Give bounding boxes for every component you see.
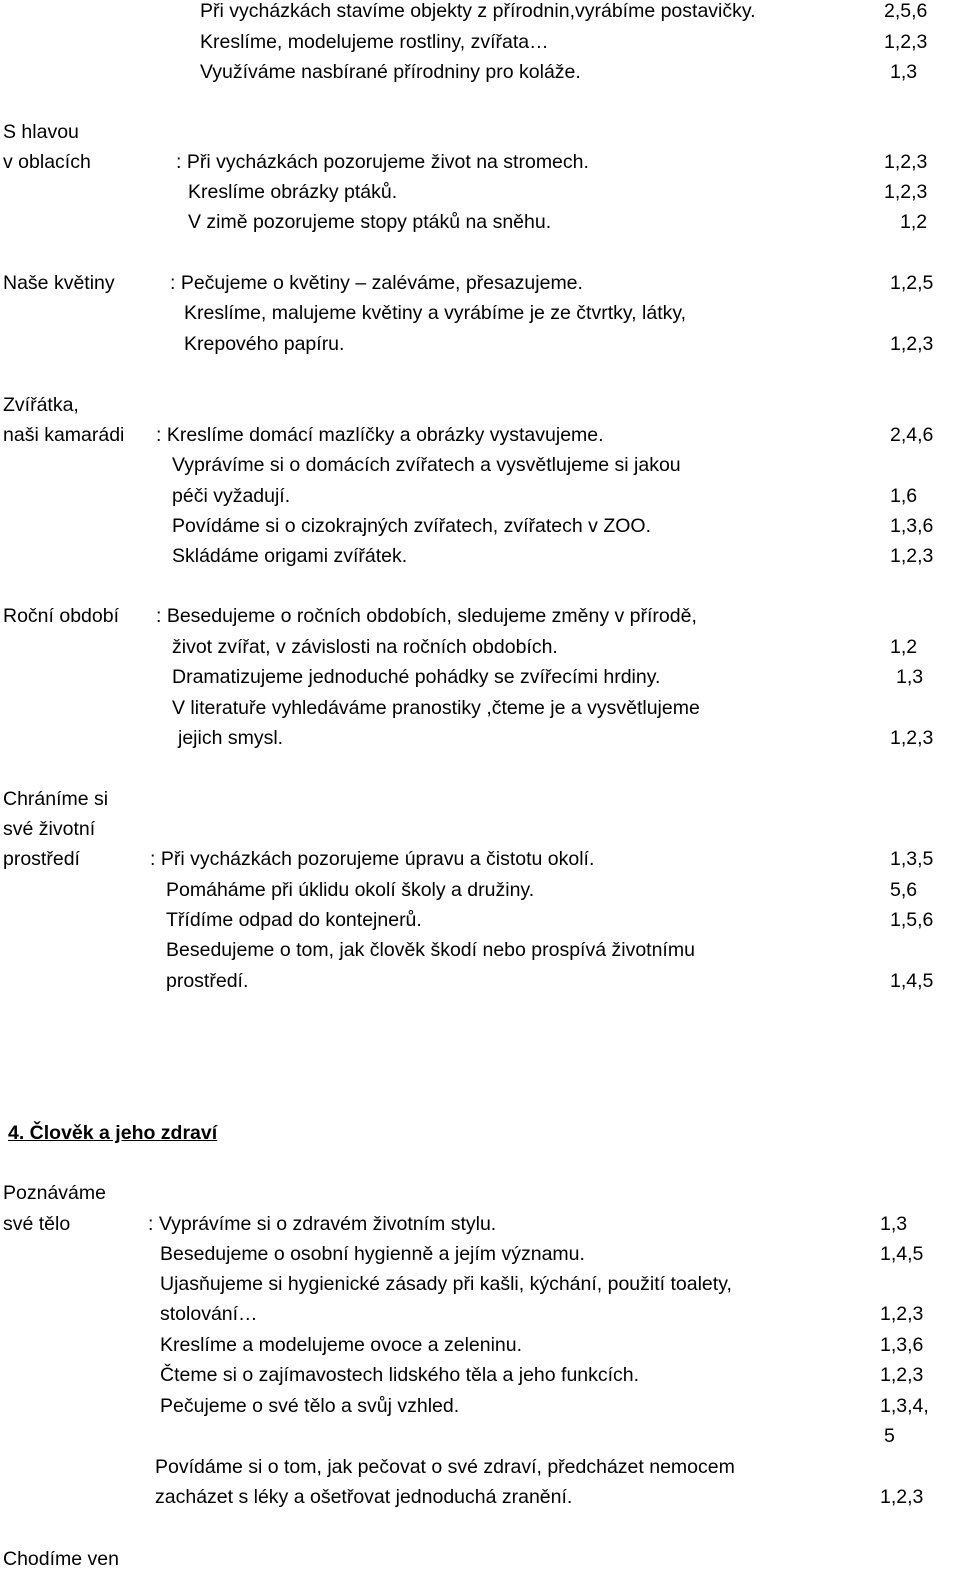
topic-label-rocni-obdobi: Roční období (3, 605, 120, 627)
topic-label-chodime-ven: Chodíme ven (3, 1548, 119, 1570)
activity-text: Dramatizujeme jednoduché pohádky se zvířecími hrdiny. (172, 666, 661, 688)
competency-codes: 1,4,5 (880, 1243, 924, 1265)
activity-text: V zimě pozorujeme stopy ptáků na sněhu. (188, 211, 552, 233)
competency-codes: 1,6 (890, 485, 918, 507)
competency-codes: 1,2 (900, 211, 928, 233)
competency-codes: 1,3 (890, 61, 918, 83)
competency-codes: 1,2,3 (884, 181, 928, 203)
topic-label-v-oblacich: v oblacích (3, 151, 91, 173)
topic-label-zviratka: Zvířátka, (3, 394, 79, 416)
activity-text: Kreslíme a modelujeme ovoce a zeleninu. (160, 1334, 523, 1356)
activity-text: V literatuře vyhledáváme pranostiky ,čteme je a vysvětlujeme (172, 697, 700, 719)
competency-codes: 1,3,4, (880, 1395, 929, 1417)
competency-codes: 1,2,5 (890, 272, 934, 294)
competency-codes: 2,5,6 (884, 0, 928, 22)
competency-codes: 1,3 (896, 666, 924, 688)
competency-codes: 1,2,3 (880, 1364, 924, 1386)
topic-label-nasi-kamaradi: naši kamarádi (3, 424, 125, 446)
activity-text: stolování… (160, 1303, 258, 1325)
activity-text: Kreslíme obrázky ptáků. (188, 181, 398, 203)
activity-text: péči vyžadují. (172, 485, 291, 507)
competency-codes: 1,2,3 (884, 151, 928, 173)
activity-text: : Při vycházkách pozorujeme úpravu a čistotu okolí. (150, 848, 595, 870)
activity-text: : Při vycházkách pozorujeme život na stromech. (176, 151, 589, 173)
topic-label-sve-zivotni: své životní (3, 818, 96, 840)
activity-text: Pomáháme při úklidu okolí školy a družiny. (166, 879, 535, 901)
activity-text: Čteme si o zajímavostech lidského těla a jeho funkcích. (160, 1364, 640, 1386)
topic-label-poznavame: Poznáváme (3, 1182, 106, 1204)
activity-text: Pečujeme o své tělo a svůj vzhled. (160, 1395, 460, 1417)
topic-label-nase-kvetiny: Naše květiny (3, 272, 115, 294)
activity-text: Kreslíme, malujeme květiny a vyrábíme je ze čtvrtky, látky, (184, 302, 687, 324)
competency-codes: 2,4,6 (890, 424, 934, 446)
topic-label-chranime-si: Chráníme si (3, 788, 109, 810)
activity-text: život zvířat, v závislosti na ročních obdobích. (172, 636, 558, 658)
topic-label-prostredi: prostředí (3, 848, 80, 870)
activity-text: Povídáme si o tom, jak pečovat o své zdraví, předcházet nemocem (155, 1456, 735, 1478)
competency-codes: 1,3,6 (890, 515, 934, 537)
activity-text: Krepového papíru. (184, 333, 345, 355)
competency-codes: 1,2,3 (880, 1486, 924, 1508)
activity-text: zacházet s léky a ošetřovat jednoduchá zranění. (155, 1486, 573, 1508)
competency-codes: 1,2,3 (884, 31, 928, 53)
activity-text: Kreslíme, modelujeme rostliny, zvířata… (200, 31, 549, 53)
competency-codes: 1,3,5 (890, 848, 934, 870)
activity-text: : Kreslíme domácí mazlíčky a obrázky vystavujeme. (156, 424, 604, 446)
competency-codes: 1,3 (880, 1213, 908, 1235)
competency-codes: 1,2,3 (890, 333, 934, 355)
competency-codes: 1,2,3 (880, 1303, 924, 1325)
activity-text: Ujasňujeme si hygienické zásady při kašli, kýchání, použití toalety, (160, 1273, 732, 1295)
activity-text: prostředí. (166, 970, 249, 992)
activity-text: Besedujeme o tom, jak člověk škodí nebo prospívá životnímu (166, 939, 695, 961)
competency-codes: 5 (884, 1425, 895, 1447)
activity-text: jejich smysl. (178, 727, 284, 749)
activity-text: Povídáme si o cizokrajných zvířatech, zvířatech v ZOO. (172, 515, 651, 537)
activity-text: : Pečujeme o květiny – zaléváme, přesazujeme. (170, 272, 583, 294)
activity-text: Skládáme origami zvířátek. (172, 545, 408, 567)
activity-text: Třídíme odpad do kontejnerů. (166, 909, 422, 931)
competency-codes: 5,6 (890, 879, 918, 901)
competency-codes: 1,5,6 (890, 909, 934, 931)
activity-text: Využíváme nasbírané přírodniny pro koláže. (200, 61, 581, 83)
competency-codes: 1,2,3 (890, 545, 934, 567)
section-heading: 4. Člověk a jeho zdraví (8, 1122, 218, 1144)
competency-codes: 1,3,6 (880, 1334, 924, 1356)
topic-label-s-hlavou: S hlavou (3, 121, 79, 143)
competency-codes: 1,2 (890, 636, 918, 658)
activity-text: : Besedujeme o ročních obdobích, sledujeme změny v přírodě, (156, 605, 697, 627)
topic-label-sve-telo: své tělo (3, 1213, 71, 1235)
activity-text: Vyprávíme si o domácích zvířatech a vysvětlujeme si jakou (172, 454, 681, 476)
competency-codes: 1,4,5 (890, 970, 934, 992)
activity-text: Besedujeme o osobní hygienně a jejím významu. (160, 1243, 585, 1265)
activity-text: : Vyprávíme si o zdravém životním stylu. (148, 1213, 497, 1235)
competency-codes: 1,2,3 (890, 727, 934, 749)
activity-text: Při vycházkách stavíme objekty z přírodnin,vyrábíme postavičky. (200, 0, 756, 22)
